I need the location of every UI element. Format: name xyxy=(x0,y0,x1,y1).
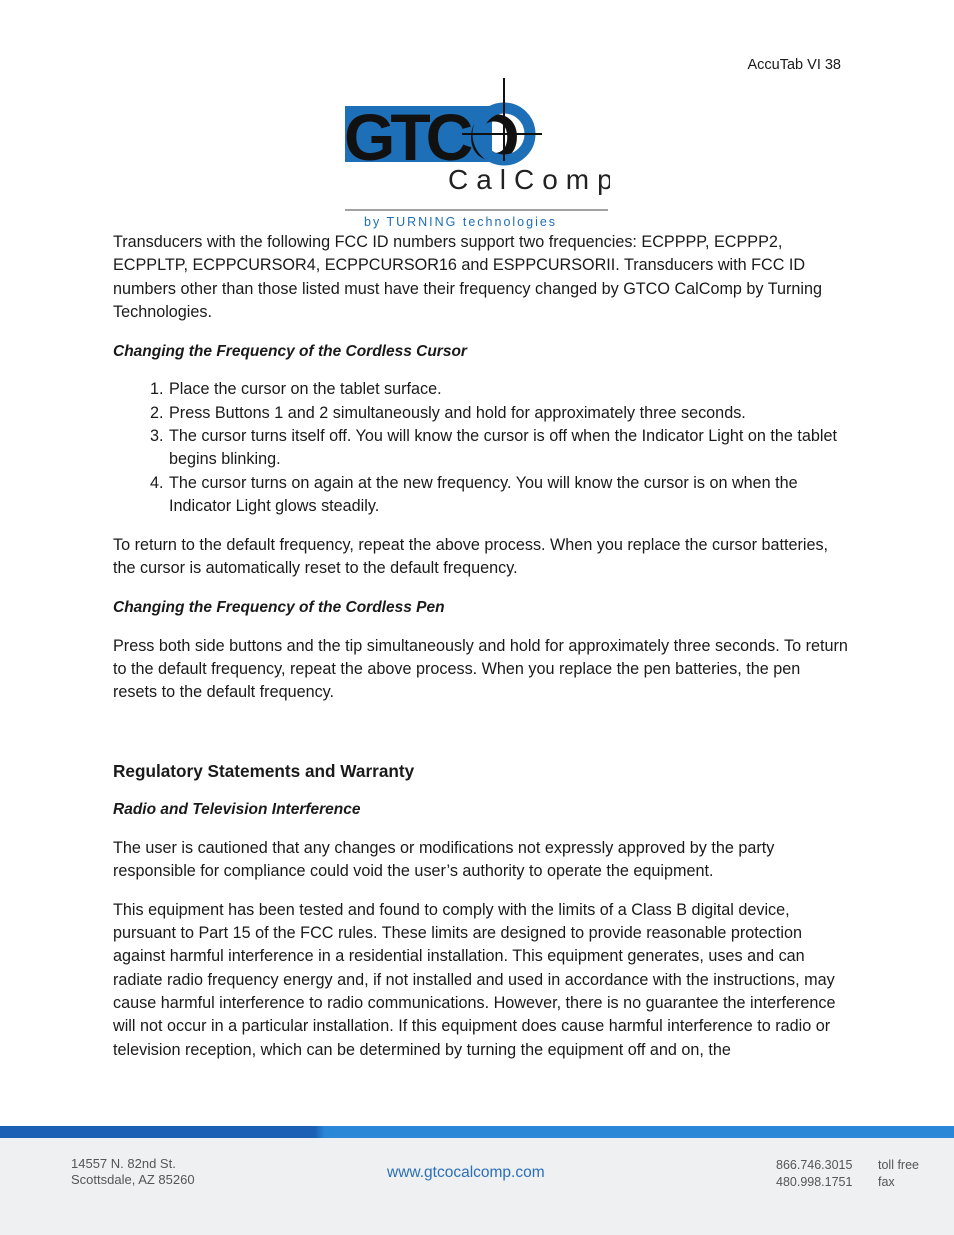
compliance-paragraph: This equipment has been tested and found to comply with the limits of a Class B digital device, pursuant to Part 15 of the FCC rules. These limits are designed to provide reasonable protection against harmful interference in a residential installation. This equipment generates, uses and can radiate radio frequency energy and, if not installed and used in accordance with the instructions, may cause harmful interference to radio communications. However, there is no guarantee the interference will not occur in a particular installation. If this equipment does cause harmful interference to radio or television reception, which can be determined by turning the equipment off and on, the xyxy=(113,900,836,1059)
footer-phone-numbers xyxy=(776,1157,852,1190)
interference-subheading: Radio and Television Interference xyxy=(113,800,361,818)
cursor-return-paragraph: To return to the default frequency, repeat the above process. When you replace the cursor batteries, the cursor is automatically reset to the default frequency. xyxy=(113,535,829,578)
toll-free-number: 866.746.3015 xyxy=(776,1158,853,1172)
cursor-section-heading: Changing the Frequency of the Cordless Cursor xyxy=(113,342,467,360)
toll-free-label: toll free xyxy=(878,1158,919,1172)
caution-paragraph: The user is cautioned that any changes or modifications not expressly approved by the party responsible for compliance could void the user’s authority to operate the equipment. xyxy=(113,838,775,880)
gtco-calcomp-logo xyxy=(344,78,610,230)
footer-accent-bar xyxy=(0,1126,954,1138)
list-item: 1. Place the cursor on the tablet surface. xyxy=(168,378,848,401)
fax-number: 480.998.1751 xyxy=(776,1174,853,1189)
logo-graphic xyxy=(344,78,610,230)
address-city: Scottsdale, AZ 85260 xyxy=(71,1172,195,1187)
logo-wordmark: GTCO xyxy=(344,100,515,174)
address-street: 14557 N. 82nd St. xyxy=(71,1156,176,1171)
regulatory-section-title: Regulatory Statements and Warranty xyxy=(113,760,415,781)
list-item: 4. The cursor turns on again at the new frequency. You will know the cursor is on when the Indicator Light glows steadily. xyxy=(168,472,848,519)
footer-address xyxy=(71,1156,195,1188)
footer-website-link[interactable]: www.gtcocalcomp.com xyxy=(387,1164,545,1181)
intro-paragraph: Transducers with the following FCC ID numbers support two frequencies: ECPPPP, ECPPP2, ECPPLTP, ECPPCURSOR4, ECPPCURSOR16 and ESPPCURSORII. Transducers with FCC ID numbers other than those listed must have their frequency changed by GTCO CalComp by Turning Technologies. xyxy=(113,233,823,321)
cursor-steps-list xyxy=(113,378,848,518)
footer-phone-labels xyxy=(878,1157,919,1190)
page-footer xyxy=(0,1126,954,1235)
pen-paragraph: Press both side buttons and the tip simultaneously and hold for approximately three seconds. To return to the default frequency, repeat the above process. When you replace the pen batteries, the pen resets to the default frequency. xyxy=(113,636,848,702)
fax-label: fax xyxy=(878,1174,895,1189)
logo-subtitle: CalComp xyxy=(448,164,610,195)
list-item: 2. Press Buttons 1 and 2 simultaneously and hold for approximately three seconds. xyxy=(168,402,848,425)
page-number: AccuTab VI 38 xyxy=(747,57,841,73)
list-item: 3. The cursor turns itself off. You will know the cursor is off when the Indicator Light on the tablet begins blinking. xyxy=(168,425,848,472)
logo-tagline: by TURNING technologies xyxy=(364,215,558,229)
pen-section-heading: Changing the Frequency of the Cordless Pen xyxy=(113,598,445,616)
document-body xyxy=(113,231,848,1077)
